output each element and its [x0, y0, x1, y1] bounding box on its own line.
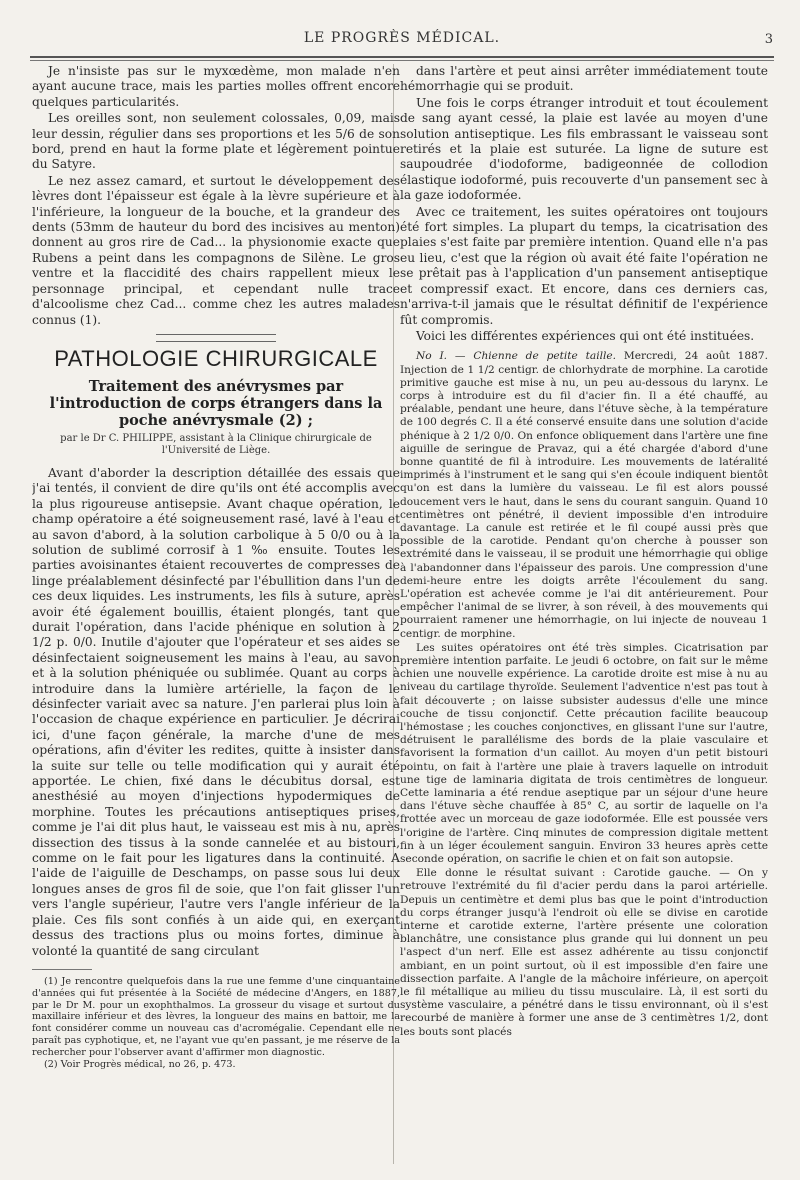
paragraph: Avant d'aborder la description détaillée des essais que j'ai tentés, il convient de dire qu'ils ont été accomplis avec la plus rigoureuse antisepsie. Avant chaque opération, le champ opératoire a été soigneusement rasé, lavé à l'eau et au savon d'abord, à la solution carbolique à 5 0/0 ou à la solution de sublimé corrosif à 1 ‰ ensuite. Toutes les parties avoisinantes étaient recouvertes de compresses de linge préalablement désinfecté par l'ébullition dans l'un de ces deux liquides. Les instruments, les fils à suture, après avoir été également bouillis, étaient plongés, tant que durait l'opération, dans l'acide phénique en solution à 2 1/2 p. 0/0. Inutile d'ajouter que l'opérateur et ses aides se désinfectaient soigneusement les mains à l'eau, au savon et à la solution phéniquée ou sublimée. Quant au corps à introduire dans la lumière artérielle, la façon de le désinfecter variait avec sa nature. J'en parlerai plus loin à l'occasion de chaque expérience en particulier. Je décrirai ici, d'une façon générale, la marche d'une de mes opérations, afin d'éviter les redites, quitte à insister dans la suite sur telle ou telle modification qui y aurait été apportée. Le chien, fixé dans le décubitus dorsal, est anesthésié au moyen d'injections hypodermiques de morphine. Toutes les précautions antiseptiques prises, comme je l'ai dit plus haut, le vaisseau est mis à nu, après dissection des tissus à la sonde cannelée et au bistouri, comme on le fait pour les ligatures dans la continuité. A l'aide de l'aiguille de Deschamps, on passe sous lui deux longues anses de gros fil de soie, que l'on fait glisser l'un vers l'angle supérieur, l'autre vers l'angle inférieur de la plaie. Ces fils sont confiés à un aide qui, en exerçant dessus des tractions plus ou moins fortes, diminue à volonté la quantité de sang circulant	[32, 465, 400, 958]
observation-paragraph: Elle donne le résultat suivant : Carotide gauche. — On y retrouve l'extrémité du fil d'acier perdu dans la paroi artérielle. Depuis un centimètre et demi plus bas que le point d'introduction du corps étranger jusqu'à l'endroit où elle se divise en carotide interne et carotide externe, l'artère présente une coloration blanchâtre, une consistance plus grande qui lui donnent un peu l'aspect d'un nerf. Elle est assez adhérente au tissu conjonctif ambiant, en un point surtout, où il est impossible d'en faire une dissection parfaite. A l'angle de la mâchoire inférieure, on aperçoit le fil métallique au milieu du tissu musculaire. Là, il est sorti du système vasculaire, a pénétré dans le tissu environnant, où il s'est recourbé de manière à former une anse de 3 centimètres 1/2, dont les bouts sont placés	[400, 867, 768, 1038]
paragraph: Une fois le corps étranger introduit et tout écoulement de sang ayant cessé, la plaie est lavée au moyen d'une solution antiseptique. Les fils embrassant le vaisseau sont retirés et la plaie est suturée. La ligne de suture est saupoudrée d'iodoforme, badigeonnée de collodion élastique iodoformé, puis recouverte d'un pansement sec à la gaze iodoformée.	[400, 95, 768, 203]
running-title: LE PROGRÈS MÉDICAL.	[303, 30, 501, 46]
footnote: (1) Je rencontre quelquefois dans la rue une femme d'une cinquantaine d'années qui fut présentée à la Société de médecine d'Angers, en 1887, par le Dr M. pour un exophthalmos. La grosseur du visage et surtout du maxillaire inférieur et des lèvres, la longueur des mains en battoir, me la font considérer comme un nouveau cas d'acromégalie. Cependant elle ne paraît pas cyphotique, et, ne l'ayant vue qu'en passant, je me réserve de la rechercher pour l'observer avant d'affirmer mon diagnostic.	[32, 975, 400, 1058]
paragraph: Avec ce traitement, les suites opératoires ont toujours été fort simples. La plupart du temps, la cicatrisation des plaies s'est faite par première intention. Quand elle n'a pas eu lieu, c'est que la région où avait été faite l'opération ne se prêtait pas à l'application d'un pansement antiseptique et compressif exact. Et encore, dans ces derniers cas, n'arriva-t-il jamais que le résultat définitif de l'expérience fût compromis.	[400, 204, 768, 327]
article-title: Traitement des anévrysmes par l'introduction de corps étrangers dans la poche anévrysmale (2) ;	[49, 377, 383, 429]
paragraph: Les oreilles sont, non seulement colossales, 0,09, mais leur dessin, régulier dans ses proportions et les 5/6 de son bord, prend en haut la forme plate et légèrement pointue du Satyre.	[32, 111, 400, 172]
paragraph: Je n'insiste pas sur le myxœdème, mon malade n'en ayant aucune trace, mais les parties molles offrent encore quelques particularités.	[32, 64, 400, 109]
paragraph: Le nez assez camard, et surtout le développement des lèvres dont l'épaisseur est égale à la lèvre supérieure et à l'inférieure, la longueur de la bouche, et la grandeur des dents (53mm de hauteur du bord des incisives au menton) donnent au gros rire de Cad... la physionomie exacte que Rubens a peint dans les compagnons de Silène. Le gros ventre et la flaccidité des chairs rappellent mieux le personnage principal, et cependant nulle trace d'alcoolisme chez Cad... comme chez les autres malades connus (1).	[32, 173, 400, 327]
running-head	[30, 30, 774, 52]
section-ornament	[156, 334, 276, 342]
observation-paragraph	[400, 350, 768, 640]
paragraph: Voici les différentes expériences qui ont été instituées.	[416, 328, 755, 343]
observation-paragraph: Les suites opératoires ont été très simples. Cicatrisation par première intention parfaite. Le jeudi 6 octobre, on fait sur le même chien une nouvelle expérience. La carotide droite est mise à nu au niveau du cartilage thyroïde. Seulement l'adventice n'est pas tout à fait découverte ; on laisse subsister audessus d'elle une mince couche de tissu conjonctif. Cette précaution facilite beaucoup l'hémostase ; les couches conjonctives, en glissant l'une sur l'autre, détruisent le parallélisme des bords de la plaie vasculaire et favorisent la formation d'un caillot. Au moyen d'un petit bistouri pointu, on fait à l'artère une plaie à travers laquelle on introduit une tige de laminaria digitata de trois centimètres de longueur. Cette laminaria a été rendue aseptique par un séjour d'une heure dans l'étuve sèche chauffée à 85° C, au sortir de laquelle on l'a frottée avec un morceau de gaze iodoformée. Elle est poussée vers l'origine de l'artère. Cinq minutes de compression digitale mettent fin à un léger écoulement sanguin. Environ 33 heures après cette seconde opération, on sacrifie le chien et on fait son autopsie.	[400, 641, 768, 866]
paragraph: dans l'artère et peut ainsi arrêter immédiatement toute hémorrhagie qui se produit.	[400, 64, 768, 94]
footnote: (2) Voir Progrès médical, no 26, p. 473.	[44, 1059, 236, 1071]
header-rule	[30, 56, 774, 61]
left-column	[32, 64, 400, 1174]
article-byline: par le Dr C. PHILIPPE, assistant à la Clinique chirurgicale de l'Université de Liège.	[60, 432, 372, 457]
page-number: 3	[764, 32, 774, 47]
section-title: PATHOLOGIE CHIRURGICALE	[54, 345, 378, 371]
observation-text: Mercredi, 24 août 1887. Injection de 1 1/2 centigr. de chlorhydrate de morphine. La carotide primitive gauche est mise à nu, un peu au-dessous du larynx. Le corps à introduire est du fil d'acier fin. Il a été chauffé, au préalable, pendant une heure, dans l'étuve sèche, à la température de 100 degrés C. Il a été conservé ensuite dans une solution d'acide phénique à 2 1/2 0/0. On enfonce obliquement dans l'artère une fine aiguille de seringue de Pravaz, qui a été chargée d'abord d'une bonne quantité de fil à introduire. Les mouvements de latéralité imprimés à l'instrument et le sang qui s'en écoule indiquent bientôt qu'on est dans la lumière du vaisseau. Le fil est alors poussé doucement vers le haut, dans le sens du courant sanguin. Quand 10 centimètres ont pénétré, il devient impossible d'en introduire davantage. La canule est retirée et le fil coupé aussi près que possible de la carotide. Pendant qu'on cherche à pousser son extrémité dans le vaisseau, il se produit une hémorrhagie qui oblige à l'abandonner dans l'épaisseur des parois. Une compression d'une demi-heure entre les doigts arrête l'écoulement du sang. L'opération est achevée comme je l'ai dit antérieurement. Pour empêcher l'animal de se livrer, à son réveil, à des mouvements qui pourraient ramener une hémorrhagie, on lui injecte de nouveau 1 centigr. de morphine.	[400, 350, 768, 640]
observation-lead: No I. — Chienne de petite taille.	[416, 350, 617, 363]
right-column	[400, 64, 768, 1174]
footnote-rule	[32, 969, 92, 970]
